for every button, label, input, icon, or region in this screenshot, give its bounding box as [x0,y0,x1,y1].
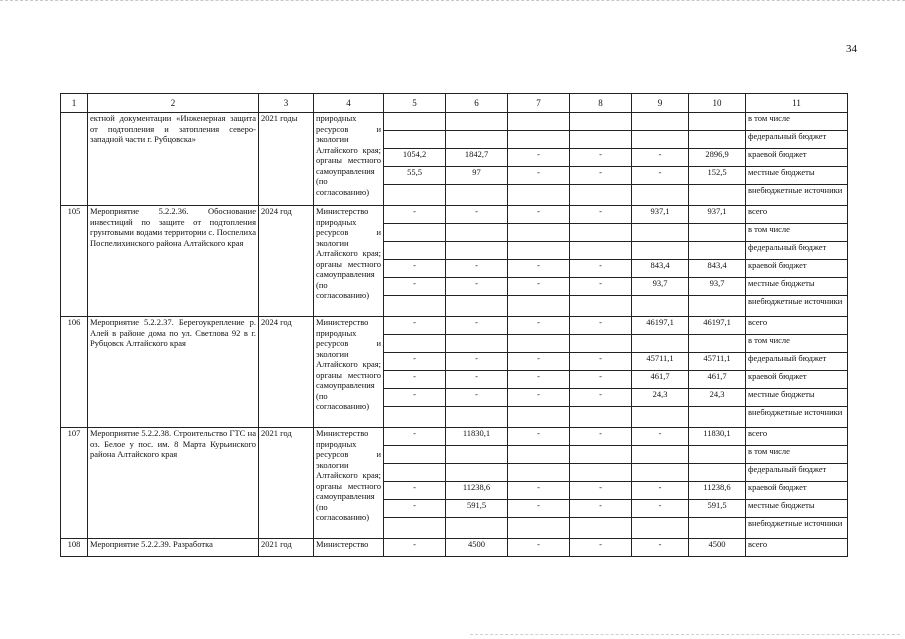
measure-period-cell: 2024 год [259,206,314,317]
amount-cell: - [570,428,632,446]
amount-cell: - [446,278,508,296]
amount-cell [632,335,689,353]
amount-cell: 46197,1 [689,317,746,335]
table-row [61,317,848,335]
amount-cell: - [446,371,508,389]
amount-cell [508,224,570,242]
measure-period-cell: 2021 год [259,428,314,539]
amount-cell: 55,5 [384,167,446,185]
amount-cell: - [384,260,446,278]
amount-cell [446,113,508,131]
amount-cell [632,131,689,149]
funding-source-cell: внебюджетные источники [746,518,848,539]
funding-source-cell: в том числе [746,446,848,464]
amount-cell [508,113,570,131]
amount-cell [384,113,446,131]
amount-cell [384,131,446,149]
amount-cell [570,296,632,317]
amount-cell: - [446,389,508,407]
measure-executor-cell: Министерство [314,539,384,557]
amount-cell [446,464,508,482]
amount-cell [446,446,508,464]
measure-number-cell: 107 [61,428,88,539]
amount-cell: - [508,500,570,518]
funding-source-cell: всего [746,206,848,224]
measure-name-cell: Мероприятие 5.2.2.36. Обоснование инвестиций по защите от подтопления грунтовыми водами территории с. Поспелиха Поспелихинского района Алтайского края [88,206,259,317]
amount-cell: - [570,260,632,278]
amount-cell [632,296,689,317]
amount-cell [384,224,446,242]
funding-source-cell: внебюджетные источники [746,407,848,428]
amount-cell: 24,3 [689,389,746,407]
amount-cell: - [570,206,632,224]
amount-cell [689,296,746,317]
header-cell: 1 [61,94,88,113]
funding-source-cell: местные бюджеты [746,389,848,407]
funding-source-cell: федеральный бюджет [746,353,848,371]
amount-cell: 843,4 [632,260,689,278]
amount-cell: - [384,317,446,335]
funding-source-cell: местные бюджеты [746,500,848,518]
amount-cell [632,224,689,242]
amount-cell: - [508,149,570,167]
amount-cell: 461,7 [689,371,746,389]
header-row [61,94,848,113]
amount-cell: - [508,371,570,389]
amount-cell [689,224,746,242]
amount-cell: - [384,428,446,446]
funding-source-cell: краевой бюджет [746,149,848,167]
table-row [61,428,848,446]
amount-cell [446,407,508,428]
amount-cell: 46197,1 [632,317,689,335]
amount-cell: - [446,260,508,278]
amount-cell [570,242,632,260]
amount-cell: 461,7 [632,371,689,389]
amount-cell [446,185,508,206]
amount-cell: - [508,260,570,278]
amount-cell: - [384,482,446,500]
amount-cell [632,407,689,428]
amount-cell: 45711,1 [632,353,689,371]
measure-number-cell: 106 [61,317,88,428]
amount-cell: - [570,389,632,407]
amount-cell: - [570,539,632,557]
amount-cell [570,335,632,353]
amount-cell: 24,3 [632,389,689,407]
funding-source-cell: всего [746,317,848,335]
amount-cell: 591,5 [689,500,746,518]
amount-cell [689,446,746,464]
amount-cell: 93,7 [632,278,689,296]
funding-source-cell: местные бюджеты [746,167,848,185]
amount-cell: - [446,206,508,224]
page-number: 34 [846,43,857,55]
amount-cell [689,407,746,428]
amount-cell [570,185,632,206]
amount-cell: - [508,206,570,224]
amount-cell [508,296,570,317]
measure-name-cell: Мероприятие 5.2.2.39. Разработка [88,539,259,557]
measure-name-cell: ектной документации «Инженерная защита от подтопления и затопления северо-западной части г. Рубцовска» [88,113,259,206]
amount-cell [570,113,632,131]
amount-cell: 1054,2 [384,149,446,167]
table-body [61,94,848,557]
amount-cell: - [384,353,446,371]
measure-executor-cell: природных ресурсов и экологии Алтайского края; органы местного самоуправления (по согласованию) [314,113,384,206]
amount-cell: 937,1 [632,206,689,224]
amount-cell [570,131,632,149]
amount-cell: - [632,482,689,500]
amount-cell [632,185,689,206]
funding-source-cell: в том числе [746,335,848,353]
amount-cell: - [508,389,570,407]
amount-cell: - [508,317,570,335]
amount-cell: - [384,539,446,557]
header-cell: 4 [314,94,384,113]
amount-cell [446,224,508,242]
amount-cell: 152,5 [689,167,746,185]
amount-cell: - [632,167,689,185]
header-cell: 6 [446,94,508,113]
amount-cell: 591,5 [446,500,508,518]
measure-name-cell: Мероприятие 5.2.2.37. Берегоукрепление р. Алей в районе дома по ул. Светлова 92 в г. Рубцовск Алтайского края [88,317,259,428]
amount-cell [384,296,446,317]
amount-cell: 937,1 [689,206,746,224]
header-cell: 10 [689,94,746,113]
amount-cell [689,113,746,131]
amount-cell [632,113,689,131]
amount-cell [384,407,446,428]
amount-cell: - [384,500,446,518]
amount-cell: 45711,1 [689,353,746,371]
amount-cell [570,518,632,539]
amount-cell: 11830,1 [689,428,746,446]
measure-number-cell: 108 [61,539,88,557]
funding-source-cell: всего [746,539,848,557]
funding-source-cell: федеральный бюджет [746,464,848,482]
amount-cell: - [446,353,508,371]
amount-cell [570,224,632,242]
measure-period-cell: 2021 годы [259,113,314,206]
measure-executor-cell: Министерство природных ресурсов и экологии Алтайского края; органы местного самоуправления (по согласованию) [314,206,384,317]
header-cell: 5 [384,94,446,113]
amount-cell [508,446,570,464]
amount-cell [384,185,446,206]
funding-source-cell: краевой бюджет [746,371,848,389]
amount-cell: - [384,278,446,296]
table-row [61,113,848,131]
amount-cell [689,335,746,353]
amount-cell [689,131,746,149]
amount-cell: - [632,149,689,167]
amount-cell [570,446,632,464]
measure-number-cell [61,113,88,206]
header-cell: 11 [746,94,848,113]
amount-cell: - [632,500,689,518]
amount-cell: - [632,539,689,557]
amount-cell [508,185,570,206]
funding-source-cell: внебюджетные источники [746,185,848,206]
funding-source-cell: внебюджетные источники [746,296,848,317]
measure-executor-cell: Министерство природных ресурсов и экологии Алтайского края; органы местного самоуправления (по согласованию) [314,428,384,539]
amount-cell [689,185,746,206]
amount-cell [570,464,632,482]
amount-cell: - [570,353,632,371]
amount-cell: - [570,371,632,389]
amount-cell [570,407,632,428]
amount-cell [446,131,508,149]
amount-cell: - [384,389,446,407]
program-measures-table [60,93,848,557]
amount-cell: 1842,7 [446,149,508,167]
funding-source-cell: краевой бюджет [746,260,848,278]
amount-cell: - [508,482,570,500]
amount-cell: 2896,9 [689,149,746,167]
amount-cell [384,464,446,482]
amount-cell: 93,7 [689,278,746,296]
amount-cell [632,242,689,260]
amount-cell: 11830,1 [446,428,508,446]
amount-cell [384,446,446,464]
header-cell: 9 [632,94,689,113]
amount-cell [632,446,689,464]
amount-cell: - [570,500,632,518]
amount-cell: - [508,167,570,185]
scan-bottom-edge [470,634,900,636]
amount-cell [446,296,508,317]
funding-source-cell: в том числе [746,224,848,242]
amount-cell [689,464,746,482]
amount-cell [446,335,508,353]
amount-cell: - [570,482,632,500]
amount-cell: - [446,317,508,335]
funding-source-cell: федеральный бюджет [746,242,848,260]
funding-source-cell: краевой бюджет [746,482,848,500]
amount-cell: - [384,206,446,224]
amount-cell [384,518,446,539]
amount-cell [446,242,508,260]
amount-cell [632,518,689,539]
header-cell: 3 [259,94,314,113]
measure-period-cell: 2021 год [259,539,314,557]
amount-cell [384,242,446,260]
measure-number-cell: 105 [61,206,88,317]
measure-period-cell: 2024 год [259,317,314,428]
amount-cell: - [508,278,570,296]
measure-executor-cell: Министерство природных ресурсов и экологии Алтайского края; органы местного самоуправления (по согласованию) [314,317,384,428]
amount-cell [689,242,746,260]
amount-cell [689,518,746,539]
amount-cell [446,518,508,539]
amount-cell [508,242,570,260]
amount-cell: 11238,6 [689,482,746,500]
amount-cell: - [570,317,632,335]
header-cell: 8 [570,94,632,113]
table-row [61,206,848,224]
amount-cell: 4500 [689,539,746,557]
amount-cell: - [508,428,570,446]
amount-cell [632,464,689,482]
funding-source-cell: местные бюджеты [746,278,848,296]
scan-top-edge [0,0,905,4]
amount-cell [508,335,570,353]
amount-cell: 11238,6 [446,482,508,500]
amount-cell: 843,4 [689,260,746,278]
amount-cell: - [508,539,570,557]
amount-cell: - [570,278,632,296]
funding-source-cell: всего [746,428,848,446]
amount-cell [508,464,570,482]
amount-cell [508,407,570,428]
amount-cell: - [570,149,632,167]
amount-cell [508,131,570,149]
amount-cell: - [570,167,632,185]
header-cell: 2 [88,94,259,113]
funding-source-cell: в том числе [746,113,848,131]
amount-cell [508,518,570,539]
amount-cell: - [508,353,570,371]
table-row [61,539,848,557]
amount-cell: 4500 [446,539,508,557]
funding-source-cell: федеральный бюджет [746,131,848,149]
amount-cell: 97 [446,167,508,185]
measure-name-cell: Мероприятие 5.2.2.38. Строительство ГТС на оз. Белое у пос. им. 8 Марта Курьинского района Алтайского края [88,428,259,539]
header-cell: 7 [508,94,570,113]
amount-cell: - [384,371,446,389]
amount-cell [384,335,446,353]
amount-cell: - [632,428,689,446]
